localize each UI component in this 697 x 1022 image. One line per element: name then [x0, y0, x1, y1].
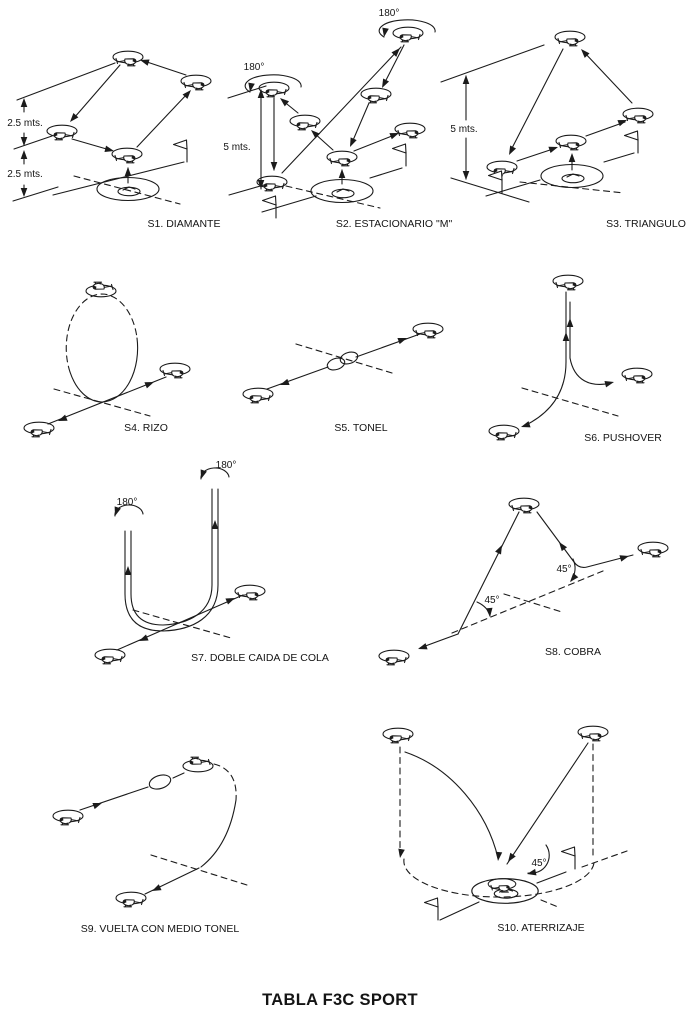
flight-path	[80, 764, 247, 894]
helicopter-icon	[113, 51, 143, 66]
flight-path	[13, 61, 188, 204]
maneuver-s4-rizo	[24, 282, 190, 437]
flag-marker-icon	[393, 144, 407, 166]
flag-marker-icon	[263, 196, 277, 218]
arrowhead-icon	[225, 595, 236, 605]
arrowhead-icon	[104, 146, 114, 155]
flight-path	[400, 743, 627, 920]
arrowhead-icon	[397, 849, 405, 859]
arrowhead-icon	[505, 853, 516, 864]
helicopter-icon	[383, 728, 413, 743]
arrowhead-icon	[463, 171, 470, 180]
helicopter-icon	[638, 542, 668, 557]
helicopter-icon	[259, 82, 289, 97]
helicopter-icon	[556, 135, 586, 150]
arrowhead-icon	[520, 421, 531, 430]
arrowhead-icon	[563, 332, 570, 341]
helicopter-icon	[160, 363, 190, 378]
arrowhead-icon	[417, 643, 428, 652]
maneuver-label: S8. COBRA	[544, 646, 602, 658]
dimension-label: 5 mts.	[223, 142, 251, 153]
arrowhead-icon	[125, 566, 132, 575]
helicopter-icon	[395, 123, 425, 138]
helicopter-icon	[622, 368, 652, 383]
arrowhead-icon	[548, 144, 559, 153]
helicopter-icon	[623, 108, 653, 123]
rotation-label: 180°	[116, 497, 138, 508]
arrowhead-icon	[619, 553, 629, 562]
arrowhead-icon	[125, 167, 132, 176]
arrowhead-icon	[339, 169, 346, 178]
arrowhead-icon	[569, 153, 576, 162]
arrowhead-icon	[21, 188, 28, 197]
helicopter-icon	[509, 498, 539, 513]
maneuver-label: S3. TRIANGULO	[606, 218, 686, 230]
helicopter-icon	[47, 125, 77, 140]
arrowhead-icon	[144, 379, 155, 388]
page-title: TABLA F3C SPORT	[262, 991, 418, 1009]
arrowhead-icon	[347, 137, 357, 148]
angle-label: 45°	[531, 858, 547, 869]
helicopter-icon	[86, 282, 116, 297]
maneuver-label: S9. VUELTA CON MEDIO TONEL	[80, 923, 240, 935]
rotation-label: 180°	[215, 460, 237, 471]
arrowhead-icon	[271, 162, 278, 171]
arrowhead-icon	[212, 520, 219, 529]
angle-label: 45°	[556, 564, 572, 575]
helicopter-icon	[578, 726, 608, 741]
rotation-label: 180°	[243, 62, 265, 73]
helicopter-icon	[235, 585, 265, 600]
flag-marker-icon	[425, 898, 439, 920]
angle-label: 45°	[484, 595, 500, 606]
flag-marker-icon	[174, 140, 188, 162]
maneuver-s2-estacionario-m	[223, 8, 452, 230]
arrowhead-icon	[567, 318, 574, 327]
arrowhead-icon	[486, 608, 493, 618]
maneuver-label: S1. DIAMANTE	[147, 218, 221, 230]
arrowhead-icon	[138, 634, 149, 644]
helicopter-icon	[393, 27, 423, 42]
helicopter-icon	[53, 810, 83, 825]
helicopter-icon	[95, 649, 125, 664]
arrowhead-icon	[92, 800, 103, 809]
arrowhead-icon	[379, 78, 389, 89]
maneuver-label: S7. DOBLE CAIDA DE COLA	[191, 652, 329, 664]
maneuver-s7-doble-caida-de-cola	[95, 460, 329, 664]
helicopter-icon	[553, 275, 583, 290]
flight-path	[420, 512, 633, 648]
helicopter-icon	[183, 757, 213, 772]
helicopter-icon	[361, 88, 391, 103]
helicopter-icon	[555, 31, 585, 46]
helicopter-icon	[290, 115, 320, 130]
maneuver-s8-cobra	[379, 498, 668, 665]
arrowhead-icon	[397, 335, 408, 344]
flag-marker-icon	[562, 847, 576, 869]
flag-marker-icon	[625, 131, 639, 153]
helicopter-icon	[243, 388, 273, 403]
arrowhead-icon	[21, 150, 28, 159]
dimension-label: 2.5 mts.	[7, 118, 43, 129]
helicopter-icon	[413, 323, 443, 338]
maneuver-s6-pushover	[489, 275, 662, 444]
helicopter-icon	[181, 75, 211, 90]
flight-path	[267, 334, 420, 389]
maneuver-label: S10. ATERRIZAJE	[497, 922, 585, 934]
maneuver-s5-tonel	[243, 323, 443, 434]
flight-path	[48, 294, 166, 424]
arrowhead-icon	[139, 57, 150, 66]
helicopter-icon	[379, 650, 409, 665]
maneuver-label: S6. PUSHOVER	[584, 432, 662, 444]
maneuver-label: S5. TONEL	[334, 422, 388, 434]
helicopter-icon	[24, 422, 54, 437]
arrowhead-icon	[495, 544, 505, 555]
maneuver-s9-vuelta-con-medio-tonel	[53, 757, 247, 935]
helicopter-icon	[116, 892, 146, 907]
dimension-label: 5 mts.	[450, 124, 478, 135]
helicopter-icon	[327, 151, 357, 166]
arrowhead-icon	[21, 98, 28, 107]
flight-path	[522, 292, 618, 426]
arrowhead-icon	[151, 884, 162, 894]
arrowhead-icon	[556, 540, 567, 551]
arrowhead-icon	[463, 75, 470, 84]
maneuver-s10-aterrizaje	[383, 726, 627, 934]
arrowhead-icon	[495, 852, 503, 862]
maneuver-s1-diamante	[7, 51, 220, 230]
arrowhead-icon	[506, 145, 516, 156]
maneuver-label: S2. ESTACIONARIO "M"	[335, 218, 453, 230]
dimension-label: 2.5 mts.	[7, 169, 43, 180]
helicopter-icon	[489, 425, 519, 440]
maneuver-label: S4. RIZO	[124, 422, 168, 434]
arrowhead-icon	[279, 379, 290, 388]
arrowhead-icon	[604, 379, 614, 388]
rotation-label: 180°	[378, 8, 400, 19]
helicopter-icon	[112, 148, 142, 163]
flight-path	[115, 468, 243, 650]
maneuver-s3-triangulo	[441, 31, 686, 230]
